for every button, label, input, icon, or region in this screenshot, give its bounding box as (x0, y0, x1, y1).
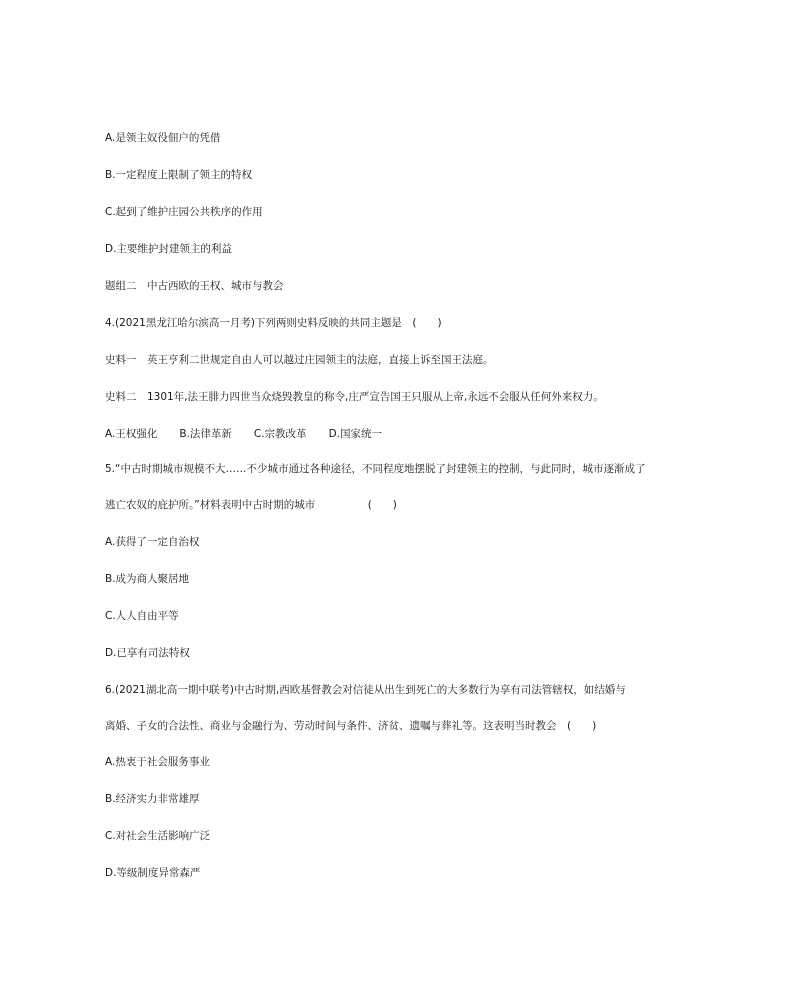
q4-source1: 史料一 英王亨利二世规定自由人可以越过庄园领主的法庭，直接上诉至国王法庭。 (105, 354, 494, 366)
q5-option-b: B.成为商人聚居地 (105, 573, 190, 585)
q5-option-c: C.人人自由平等 (105, 610, 179, 622)
q3-option-b: B.一定程度上限制了领主的特权 (105, 169, 253, 181)
q4-option-a: A.王权强化 (105, 428, 158, 440)
q3-option-d: D.主要维护封建领主的利益 (105, 243, 232, 255)
q4-option-b: B.法律革新 (179, 428, 232, 440)
q5-option-a: A.获得了一定自治权 (105, 536, 200, 548)
q6-stem-line2: 离婚、子女的合法性、商业与金融行为、劳动时间与条件、济贫、遗嘱与葬礼等。这表明当时教会 ( ) (105, 720, 597, 732)
q4-option-d: D.国家统一 (328, 428, 382, 440)
q3-option-a: A.是领主奴役佃户的凭借 (105, 132, 221, 144)
q5-stem-line2: 逃亡农奴的庇护所。”材料表明中古时期的城市 ( ) (105, 499, 397, 511)
q5-option-d: D.已享有司法特权 (105, 647, 190, 659)
group2-title: 题组二 中古西欧的王权、城市与教会 (105, 280, 284, 292)
q6-stem-line1: 6.(2021湖北高一期中联考)中古时期,西欧基督教会对信徒从出生到死亡的大多数行为享有司法管辖权，如结婚与 (105, 684, 626, 696)
q4-source2: 史料二 1301年,法王腓力四世当众烧毁教皇的称令,庄严宣告国王只服从上帝,永远不会服从任何外来权力。 (105, 391, 604, 403)
q6-option-b: B.经济实力非常雄厚 (105, 793, 200, 805)
q4-stem: 4.(2021黑龙江哈尔滨高一月考)下列两则史料反映的共同主题是 ( ) (105, 317, 442, 329)
q6-option-c: C.对社会生活影响广泛 (105, 830, 211, 842)
q4-options-row (105, 427, 382, 441)
q6-option-a: A.热衷于社会服务事业 (105, 756, 210, 768)
q3-option-c: C.起到了维护庄园公共秩序的作用 (105, 206, 263, 218)
q6-option-d: D.等级制度异常森严 (105, 867, 201, 879)
q5-stem-line1: 5.“中古时期城市规模不大……不少城市通过各种途径，不同程度地摆脱了封建领主的控制，与此同时，城市逐渐成了 (105, 463, 646, 475)
q4-option-c: C.宗教改革 (253, 428, 307, 440)
